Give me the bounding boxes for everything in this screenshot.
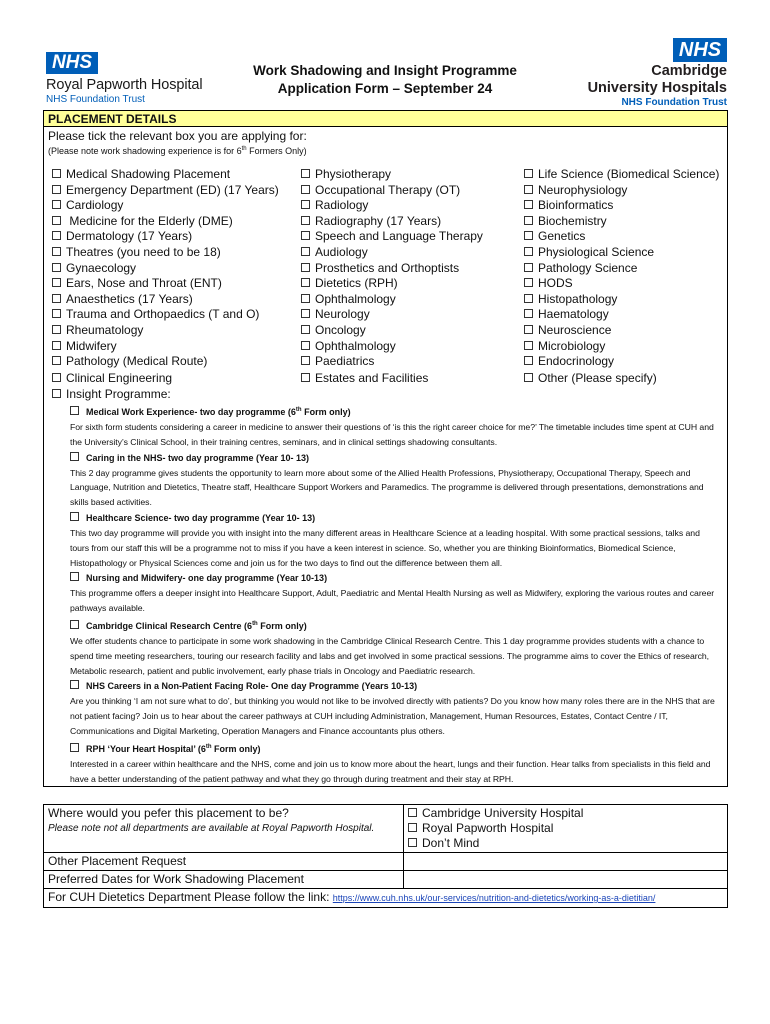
option-label: Histopathology (538, 291, 618, 306)
checklist-option[interactable] (524, 323, 729, 339)
insight-programmes-list (70, 403, 717, 786)
checklist-option[interactable] (52, 167, 297, 183)
programme-title: RPH ‘Your Heart Hospital’ (6 (86, 743, 206, 754)
programme-option[interactable] (70, 740, 717, 757)
checklist-option[interactable] (524, 198, 729, 214)
checklist-option[interactable] (301, 167, 521, 183)
checkbox[interactable] (524, 325, 533, 334)
cuh-name-line-2: University Hospitals (587, 80, 727, 96)
option-insight-programme[interactable]: Insight Programme: (52, 387, 723, 402)
checkbox[interactable] (524, 294, 533, 303)
checklist-option[interactable] (52, 261, 297, 277)
checkbox[interactable] (52, 325, 61, 334)
checkbox[interactable] (524, 247, 533, 256)
checklist-option[interactable] (301, 229, 521, 245)
programme-title-sup: th (252, 620, 258, 627)
checklist-option[interactable] (301, 307, 521, 323)
programme-description: We offer students chance to participate in some work shadowing in the Cambridge Clinical Research Centre. This 1 day programme provides students with a chance to spend time meeting researchers, touring our research facility and labs and get involved in some practical sessions. The programme aims to cover the Ethics of research, Metabolic research, patient and public involvement, early phase trials in Oncology and Paediatric research. (70, 635, 710, 676)
option-label: Trauma and Orthopaedics (T and O) (66, 307, 260, 322)
option-label: Neurophysiology (538, 182, 628, 197)
preferred-dates-label: Preferred Dates for Work Shadowing Placement (44, 871, 404, 889)
checklist-option[interactable] (524, 339, 729, 355)
programme-description: This two day programme will provide you with insight into the many different areas in Healthcare Science at a leading hospital. With some practical sessions, talks and tours from our staff this will be a programme not to miss if you have a keen interest in science. So, whether you are thinking Bioinformatics, Biomedical Science, Histopathology or Physical Sciences come and join us for the two days to find out the difference between them all. (70, 527, 700, 568)
checklist-column-2 (301, 167, 521, 370)
checkbox[interactable] (524, 200, 533, 209)
location-question: Where would you pefer this placement to be? (48, 806, 289, 820)
option-label: Cardiology (66, 198, 124, 213)
option-label: Emergency Department (ED) (17 Years) (66, 182, 279, 197)
checklist-option[interactable] (301, 354, 521, 370)
checklist-option[interactable] (52, 229, 297, 245)
option-label: Neuroscience (538, 322, 612, 337)
option-label: HODS (538, 276, 573, 291)
option-label: Genetics (538, 229, 586, 244)
programme-title: Medical Work Experience- two day programme (6 (86, 407, 296, 417)
option-label: Radiography (17 Years) (315, 213, 442, 228)
programme-option[interactable] (70, 679, 717, 694)
checkbox[interactable] (301, 247, 310, 256)
option-label: Physiotherapy (315, 167, 392, 181)
programme-option[interactable] (70, 451, 717, 466)
cuh-name-line-1: Cambridge (651, 63, 727, 79)
cuh-logo (567, 38, 727, 108)
checklist-column-1 (52, 167, 297, 370)
programme-description: This 2 day programme gives students the opportunity to learn more about some of the Allied Health Professions, Physiotherapy, Occupational Therapy, Speech and Language, Nutrition and Dietetics, Theatre staff, Healthcare Support Workers and Paramedics. The programme is delivered through presentations, demonstrations and skills based activities. (70, 467, 704, 508)
preferred-dates-field[interactable] (404, 871, 728, 889)
option-label: Ophthalmology (315, 291, 396, 306)
option-cuh[interactable]: Cambridge University Hospital (408, 806, 723, 821)
checklist-option[interactable] (52, 245, 297, 261)
section-band: PLACEMENT DETAILS (44, 111, 727, 127)
checkbox[interactable] (70, 452, 79, 461)
programme-title-suffix: Form only) (301, 407, 351, 417)
checklist-option[interactable] (524, 229, 729, 245)
placement-preferences-table (43, 804, 728, 908)
option-label: Life Science (Biomedical Science) (538, 167, 720, 181)
location-options-cell (404, 805, 728, 853)
checkbox[interactable] (52, 309, 61, 318)
option-label: Dietetics (RPH) (315, 276, 398, 291)
option-estates-facilities[interactable]: Estates and Facilities (301, 371, 428, 385)
checklist-option[interactable] (524, 354, 729, 370)
programme-option[interactable] (70, 617, 717, 634)
page-title (250, 62, 520, 98)
cuh-trust: NHS Foundation Trust (621, 97, 727, 108)
checkbox[interactable] (70, 743, 79, 752)
option-label: Pathology Science (538, 260, 638, 275)
checkbox[interactable] (408, 838, 417, 847)
extra-options-row (48, 371, 723, 387)
option-label: Audiology (315, 244, 368, 259)
checkbox[interactable] (52, 231, 61, 240)
checklist-option[interactable] (52, 307, 297, 323)
checkbox[interactable] (301, 309, 310, 318)
checkbox[interactable] (52, 278, 61, 287)
checklist-option[interactable] (301, 245, 521, 261)
programme-option[interactable] (70, 511, 717, 526)
checkbox[interactable] (301, 200, 310, 209)
checklist-option[interactable] (52, 354, 297, 370)
dietetics-row (44, 889, 728, 908)
checklist-option[interactable] (301, 214, 521, 230)
nhs-logo-icon: NHS (46, 52, 98, 74)
checkbox[interactable] (52, 200, 61, 209)
programme-title-suffix: Form only) (211, 743, 261, 754)
royal-papworth-logo (46, 52, 246, 105)
sixth-form-note: (Please note work shadowing experience is for 6th Formers Only) (48, 146, 307, 156)
programme-option[interactable] (70, 571, 717, 586)
location-note: Please note not all departments are available at Royal Papworth Hospital. (48, 823, 375, 834)
checklist-option[interactable] (524, 276, 729, 292)
checklist-option[interactable] (52, 198, 297, 214)
checklist-option[interactable] (301, 339, 521, 355)
checkbox[interactable] (301, 341, 310, 350)
programme-title: NHS Careers in a Non-Patient Facing Role- One day Programme (Years 10-13) (86, 681, 418, 692)
option-label: Theatres (you need to be 18) (66, 244, 221, 259)
checkbox[interactable] (301, 216, 310, 225)
programme-description: Are you thinking ‘I am not sure what to do’, but thinking you would not like to be involved directly with patients? Do you know how many roles there are in the NHS that are not patient facing? Join us to hear about the career pathways at CUH including Administration, Management, Human Resources, Estates, Contact Centre / IT, Communications and Digital Marketing, Operation Managers and Finance accountants plus others. (70, 696, 715, 736)
checklist-option[interactable] (301, 276, 521, 292)
checkbox[interactable] (524, 356, 533, 365)
checklist-option[interactable] (52, 292, 297, 308)
option-label: Radiology (315, 198, 369, 213)
option-label: Haematology (538, 307, 609, 322)
programme-title: Cambridge Clinical Research Centre (6 (86, 620, 253, 631)
option-label: Physiological Science (538, 244, 655, 259)
royal-papworth-trust: NHS Foundation Trust (46, 94, 145, 105)
checkbox[interactable] (301, 169, 310, 178)
checkbox[interactable] (52, 216, 61, 225)
programme-title: Caring in the NHS- two day programme (Year 10- 13) (86, 452, 310, 463)
checklist-option[interactable] (524, 214, 729, 230)
checkbox[interactable] (408, 823, 417, 832)
checklist-option[interactable] (52, 276, 297, 292)
checkbox[interactable] (524, 278, 533, 287)
checkbox[interactable] (52, 169, 61, 178)
option-label: Ophthalmology (315, 338, 396, 353)
option-label: Gynaecology (66, 260, 137, 275)
department-checklist (48, 167, 723, 367)
option-label: Microbiology (538, 338, 606, 353)
programme-option[interactable] (70, 403, 717, 420)
checklist-option[interactable] (301, 261, 521, 277)
programme-title: Nursing and Midwifery- one day programme (Year 10-13) (86, 573, 328, 584)
checklist-option[interactable] (524, 245, 729, 261)
option-label: Prosthetics and Orthoptists (315, 260, 460, 275)
dietetics-link[interactable]: https://www.cuh.nhs.uk/our-services/nutrition-and-dietetics/working-as-a-dietitian/ (332, 893, 656, 903)
checkbox[interactable] (301, 294, 310, 303)
other-request-label: Other Placement Request (44, 853, 404, 871)
checklist-option[interactable] (524, 183, 729, 199)
checkbox[interactable] (70, 512, 79, 521)
location-question-cell (44, 805, 404, 853)
checklist-option[interactable] (52, 339, 297, 355)
option-label: Rheumatology (66, 322, 144, 337)
checklist-option[interactable] (52, 323, 297, 339)
option-label: Medical Shadowing Placement (66, 167, 231, 181)
programme-title: Healthcare Science- two day programme (Year 10- 13) (86, 512, 316, 523)
checklist-option[interactable] (301, 323, 521, 339)
option-label: Bioinformatics (538, 198, 614, 213)
checkbox[interactable] (301, 231, 310, 240)
checkbox[interactable] (52, 263, 61, 272)
checklist-option[interactable] (52, 214, 297, 230)
checklist-option[interactable] (524, 261, 729, 277)
checklist-option[interactable] (301, 198, 521, 214)
option-label: Biochemistry (538, 213, 607, 228)
checkbox[interactable] (524, 169, 533, 178)
nhs-logo-icon: NHS (673, 38, 727, 62)
royal-papworth-name: Royal Papworth Hospital (46, 77, 203, 93)
option-label: Pathology (Medical Route) (66, 354, 208, 369)
option-label: Paediatrics (315, 354, 375, 369)
programme-description: This programme offers a deeper insight into Healthcare Support, Adult, Paediatric and Mental Health Nursing as well as Midwifery, exploring the various routes and career pathways available. (70, 588, 715, 614)
checkbox[interactable] (52, 356, 61, 365)
checkbox[interactable] (52, 185, 61, 194)
option-dont-mind[interactable]: Don’t Mind (408, 836, 723, 851)
checkbox[interactable] (524, 263, 533, 272)
checkbox[interactable] (301, 278, 310, 287)
other-request-field[interactable] (404, 853, 728, 871)
option-label: Ears, Nose and Throat (ENT) (66, 276, 222, 291)
option-label: Anaesthetics (17 Years) (66, 291, 193, 306)
checklist-option[interactable] (301, 292, 521, 308)
programme-title-sup: th (205, 743, 212, 750)
checkbox[interactable] (301, 263, 310, 272)
checkbox[interactable] (301, 356, 310, 365)
checkbox[interactable] (52, 373, 61, 382)
option-label: Dermatology (17 Years) (66, 229, 193, 244)
checklist-option[interactable] (52, 183, 297, 199)
option-label: Endocrinology (538, 354, 615, 369)
option-label: Medicine for the Elderly (DME) (66, 213, 233, 228)
checkbox[interactable] (524, 373, 533, 382)
checkbox[interactable] (70, 620, 79, 629)
checkbox[interactable] (301, 373, 310, 382)
checkbox[interactable] (524, 231, 533, 240)
checkbox[interactable] (52, 341, 61, 350)
option-label: Occupational Therapy (OT) (315, 182, 461, 197)
option-label: Oncology (315, 322, 366, 337)
checklist-option[interactable] (524, 167, 729, 183)
checkbox[interactable] (70, 406, 79, 415)
checkbox[interactable] (70, 680, 79, 689)
programme-description: For sixth form students considering a career in medicine to answer their questions of ‘is this the right career choice for me?’ The timetable includes time spent at CUH and the University’s Clinical School, in their training centres, seminars, and in clinical settings shadowing consultants. (70, 422, 714, 447)
option-label: Speech and Language Therapy (315, 229, 483, 244)
title-line-2: Application Form – September 24 (277, 81, 493, 96)
option-label: Midwifery (66, 338, 117, 353)
tick-prompt: Please tick the relevant box you are applying for: (48, 129, 307, 143)
checkbox[interactable] (52, 247, 61, 256)
programme-description: Interested in a career within healthcare and the NHS, come and join us to know more about the heart, lungs and their function. Hear talks from specialists in this field and have a better understanding of the patient pathway and what they go through during treatment and their stay at RPH. (70, 758, 711, 784)
dietetics-text: For CUH Dietetics Department Please follow the link: (48, 890, 333, 904)
checkbox[interactable] (301, 185, 310, 194)
programme-title-sup: th (295, 407, 302, 413)
option-clinical-engineering[interactable]: Clinical Engineering (52, 371, 172, 385)
programme-title-suffix: Form only) (257, 620, 307, 631)
checkbox[interactable] (524, 309, 533, 318)
checkbox[interactable] (301, 325, 310, 334)
checkbox[interactable] (52, 389, 61, 398)
checkbox[interactable] (52, 294, 61, 303)
checkbox[interactable] (524, 341, 533, 350)
checklist-option[interactable] (524, 292, 729, 308)
option-other[interactable]: Other (Please specify) (524, 371, 657, 385)
checklist-option[interactable] (301, 183, 521, 199)
checklist-column-3 (524, 167, 729, 370)
checkbox[interactable] (408, 808, 417, 817)
option-label: Neurology (315, 307, 370, 322)
option-rph[interactable]: Royal Papworth Hospital (408, 821, 723, 836)
checklist-option[interactable] (524, 307, 729, 323)
title-line-1: Work Shadowing and Insight Programme (253, 63, 517, 78)
checkbox[interactable] (524, 216, 533, 225)
placement-details-section (43, 110, 728, 787)
checkbox[interactable] (70, 572, 79, 581)
checkbox[interactable] (524, 185, 533, 194)
